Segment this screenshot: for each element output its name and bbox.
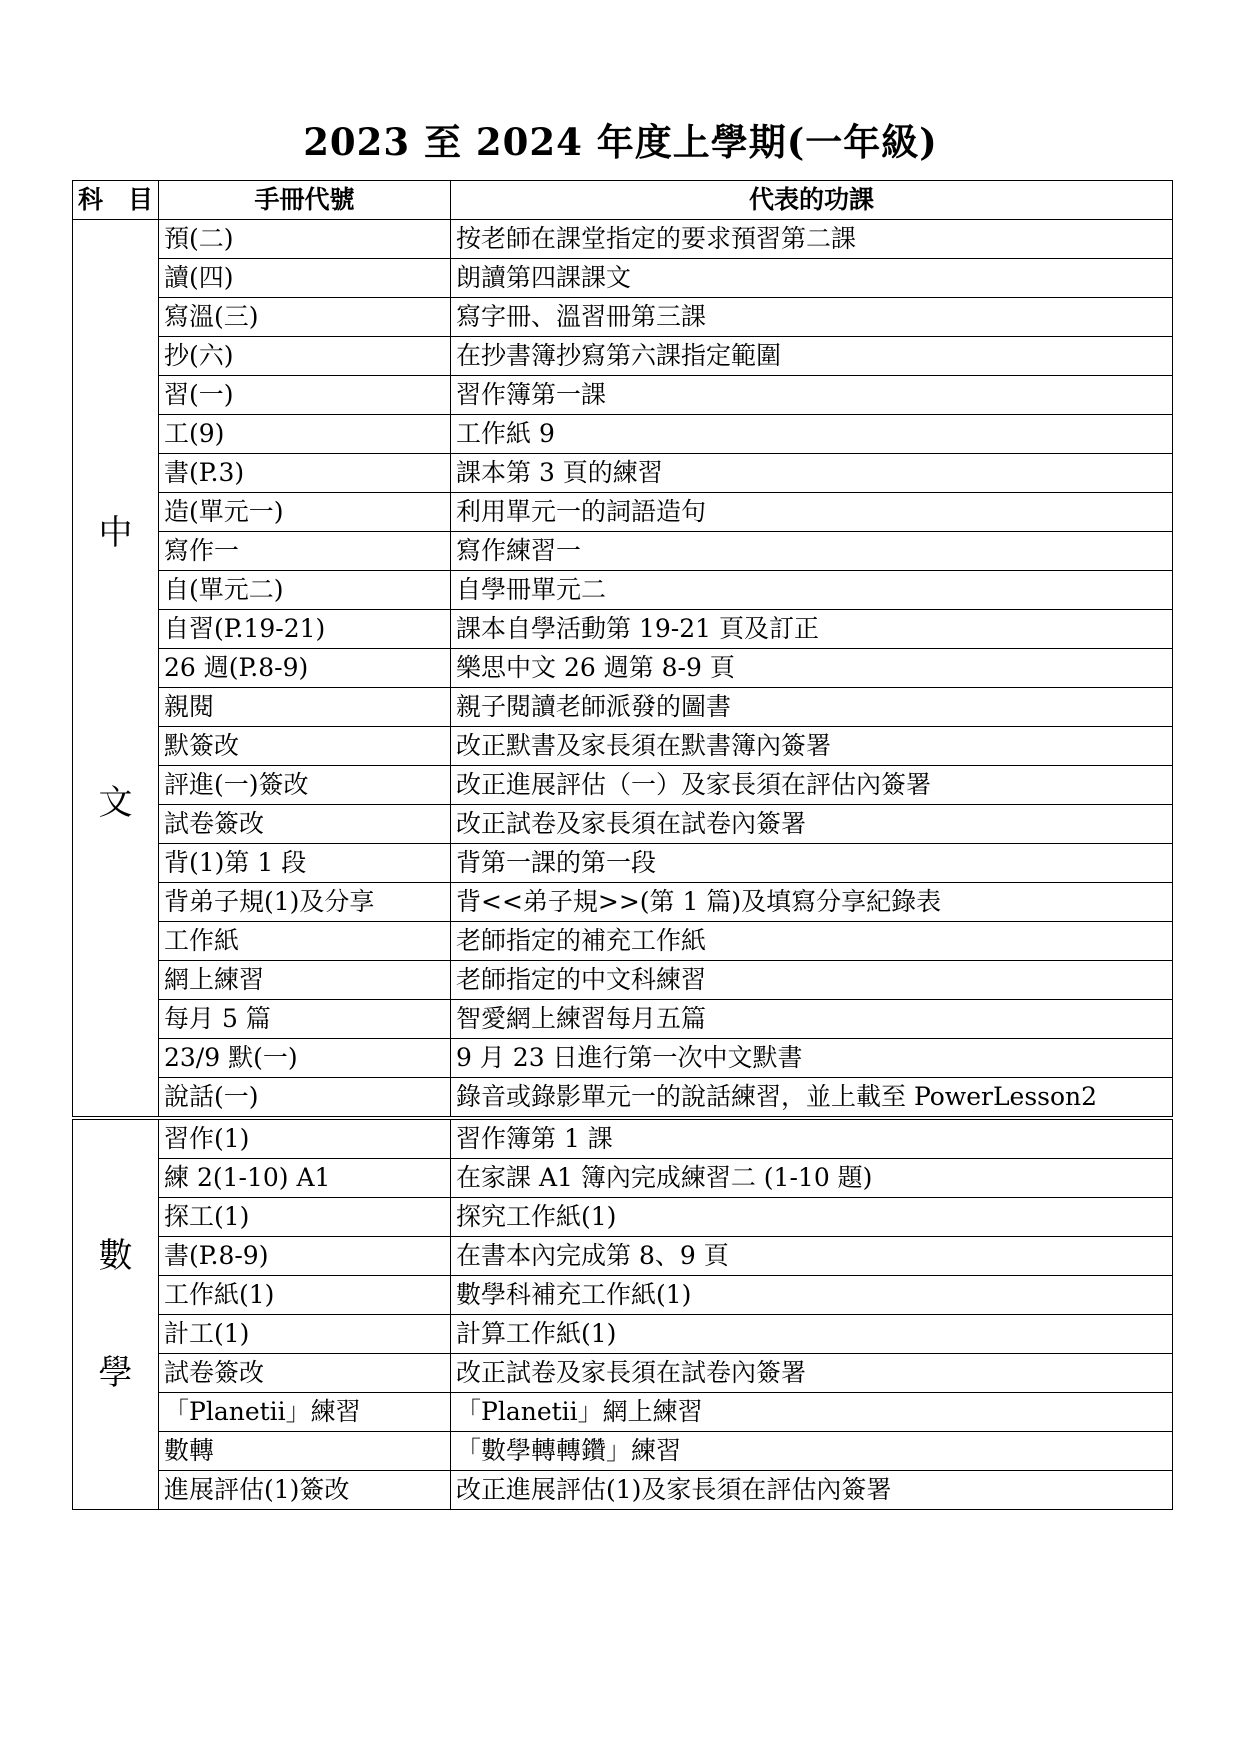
code-cell: 背弟子規(1)及分享: [159, 883, 451, 922]
table-row: [73, 1118, 1173, 1159]
description-cell: 改正進展評估(1)及家長須在評估內簽署: [451, 1471, 1173, 1510]
table-row: [73, 961, 1173, 1000]
description-cell: 改正試卷及家長須在試卷內簽署: [451, 805, 1173, 844]
page-title: 2023 至 2024 年度上學期(一年級): [303, 120, 938, 164]
table-row: [73, 1471, 1173, 1510]
code-cell: 造(單元一): [159, 493, 451, 532]
table-body: [73, 220, 1173, 1510]
table-row: [73, 688, 1173, 727]
description-cell: 改正試卷及家長須在試卷內簽署: [451, 1354, 1173, 1393]
code-cell: 26 週(P.8-9): [159, 649, 451, 688]
code-cell: 習作(1): [159, 1118, 451, 1159]
code-cell: 說話(一): [159, 1078, 451, 1119]
code-cell: 每月 5 篇: [159, 1000, 451, 1039]
description-cell: 利用單元一的詞語造句: [451, 493, 1173, 532]
table-row: [73, 1078, 1173, 1119]
description-cell: 在抄書簿抄寫第六課指定範圍: [451, 337, 1173, 376]
code-cell: 寫溫(三): [159, 298, 451, 337]
description-cell: 樂思中文 26 週第 8-9 頁: [451, 649, 1173, 688]
table-row: [73, 610, 1173, 649]
table-row: [73, 1276, 1173, 1315]
table-row: [73, 1237, 1173, 1276]
description-cell: 寫作練習一: [451, 532, 1173, 571]
table-row: [73, 844, 1173, 883]
description-cell: 改正進展評估（一）及家長須在評估內簽署: [451, 766, 1173, 805]
description-cell: 數學科補充工作紙(1): [451, 1276, 1173, 1315]
description-cell: 寫字冊、溫習冊第三課: [451, 298, 1173, 337]
table-row: [73, 649, 1173, 688]
table-row: [73, 1000, 1173, 1039]
description-cell: 背<<弟子規>>(第 1 篇)及填寫分享紀錄表: [451, 883, 1173, 922]
table-row: [73, 493, 1173, 532]
table-row: [73, 1198, 1173, 1237]
code-cell: 試卷簽改: [159, 805, 451, 844]
description-cell: 智愛網上練習每月五篇: [451, 1000, 1173, 1039]
code-cell: 探工(1): [159, 1198, 451, 1237]
table-row: [73, 415, 1173, 454]
code-cell: 23/9 默(一): [159, 1039, 451, 1078]
subject-char: 學: [98, 1353, 133, 1394]
code-cell: 試卷簽改: [159, 1354, 451, 1393]
code-cell: 讀(四): [159, 259, 451, 298]
header-code: 手冊代號: [159, 181, 451, 220]
description-cell: 自學冊單元二: [451, 571, 1173, 610]
code-cell: 數轉: [159, 1432, 451, 1471]
description-cell: 錄音或錄影單元一的說話練習，並上載至 PowerLesson2: [451, 1078, 1173, 1119]
table-row: [73, 1354, 1173, 1393]
table-row: [73, 337, 1173, 376]
code-cell: 書(P.3): [159, 454, 451, 493]
subject-char: 中: [98, 512, 133, 553]
description-cell: 探究工作紙(1): [451, 1198, 1173, 1237]
table-header-row: [73, 181, 1173, 220]
code-cell: 自(單元二): [159, 571, 451, 610]
description-cell: 背第一課的第一段: [451, 844, 1173, 883]
table-row: [73, 727, 1173, 766]
subject-cell: [73, 1118, 159, 1510]
description-cell: 改正默書及家長須在默書簿內簽署: [451, 727, 1173, 766]
code-cell: 習(一): [159, 376, 451, 415]
subject-char: 文: [98, 783, 133, 824]
code-cell: 背(1)第 1 段: [159, 844, 451, 883]
code-cell: 進展評估(1)簽改: [159, 1471, 451, 1510]
code-cell: 抄(六): [159, 337, 451, 376]
code-cell: 評進(一)簽改: [159, 766, 451, 805]
description-cell: 在家課 A1 簿內完成練習二 (1-10 題): [451, 1159, 1173, 1198]
description-cell: 朗讀第四課課文: [451, 259, 1173, 298]
description-cell: 習作簿第 1 課: [451, 1118, 1173, 1159]
table-row: [73, 298, 1173, 337]
code-cell: 練 2(1-10) A1: [159, 1159, 451, 1198]
table-row: [73, 1393, 1173, 1432]
description-cell: 親子閱讀老師派發的圖書: [451, 688, 1173, 727]
table-row: [73, 454, 1173, 493]
table-row: [73, 259, 1173, 298]
header-subject: 科 目: [73, 181, 159, 220]
subject-char: 數: [98, 1235, 133, 1276]
description-cell: 課本第 3 頁的練習: [451, 454, 1173, 493]
table-row: [73, 805, 1173, 844]
code-cell: 「Planetii」練習: [159, 1393, 451, 1432]
code-cell: 工作紙(1): [159, 1276, 451, 1315]
code-cell: 計工(1): [159, 1315, 451, 1354]
homework-table: [72, 180, 1173, 1510]
code-cell: 網上練習: [159, 961, 451, 1000]
description-cell: 「Planetii」網上練習: [451, 1393, 1173, 1432]
description-cell: 「數學轉轉鑽」練習: [451, 1432, 1173, 1471]
description-cell: 工作紙 9: [451, 415, 1173, 454]
table-row: [73, 532, 1173, 571]
description-cell: 習作簿第一課: [451, 376, 1173, 415]
description-cell: 按老師在課堂指定的要求預習第二課: [451, 220, 1173, 259]
code-cell: 親閱: [159, 688, 451, 727]
description-cell: 課本自學活動第 19-21 頁及訂正: [451, 610, 1173, 649]
code-cell: 預(二): [159, 220, 451, 259]
description-cell: 老師指定的補充工作紙: [451, 922, 1173, 961]
code-cell: 工作紙: [159, 922, 451, 961]
description-cell: 9 月 23 日進行第一次中文默書: [451, 1039, 1173, 1078]
description-cell: 計算工作紙(1): [451, 1315, 1173, 1354]
table-row: [73, 883, 1173, 922]
table-row: [73, 1039, 1173, 1078]
table-row: [73, 1159, 1173, 1198]
code-cell: 工(9): [159, 415, 451, 454]
code-cell: 書(P.8-9): [159, 1237, 451, 1276]
code-cell: 寫作一: [159, 532, 451, 571]
table-row: [73, 1432, 1173, 1471]
table-row: [73, 766, 1173, 805]
description-cell: 老師指定的中文科練習: [451, 961, 1173, 1000]
table-row: [73, 571, 1173, 610]
code-cell: 自習(P.19-21): [159, 610, 451, 649]
subject-cell: [73, 220, 159, 1119]
table-row: [73, 376, 1173, 415]
description-cell: 在書本內完成第 8、9 頁: [451, 1237, 1173, 1276]
header-description: 代表的功課: [451, 181, 1173, 220]
table-row: [73, 220, 1173, 259]
table-row: [73, 1315, 1173, 1354]
table-row: [73, 922, 1173, 961]
code-cell: 默簽改: [159, 727, 451, 766]
